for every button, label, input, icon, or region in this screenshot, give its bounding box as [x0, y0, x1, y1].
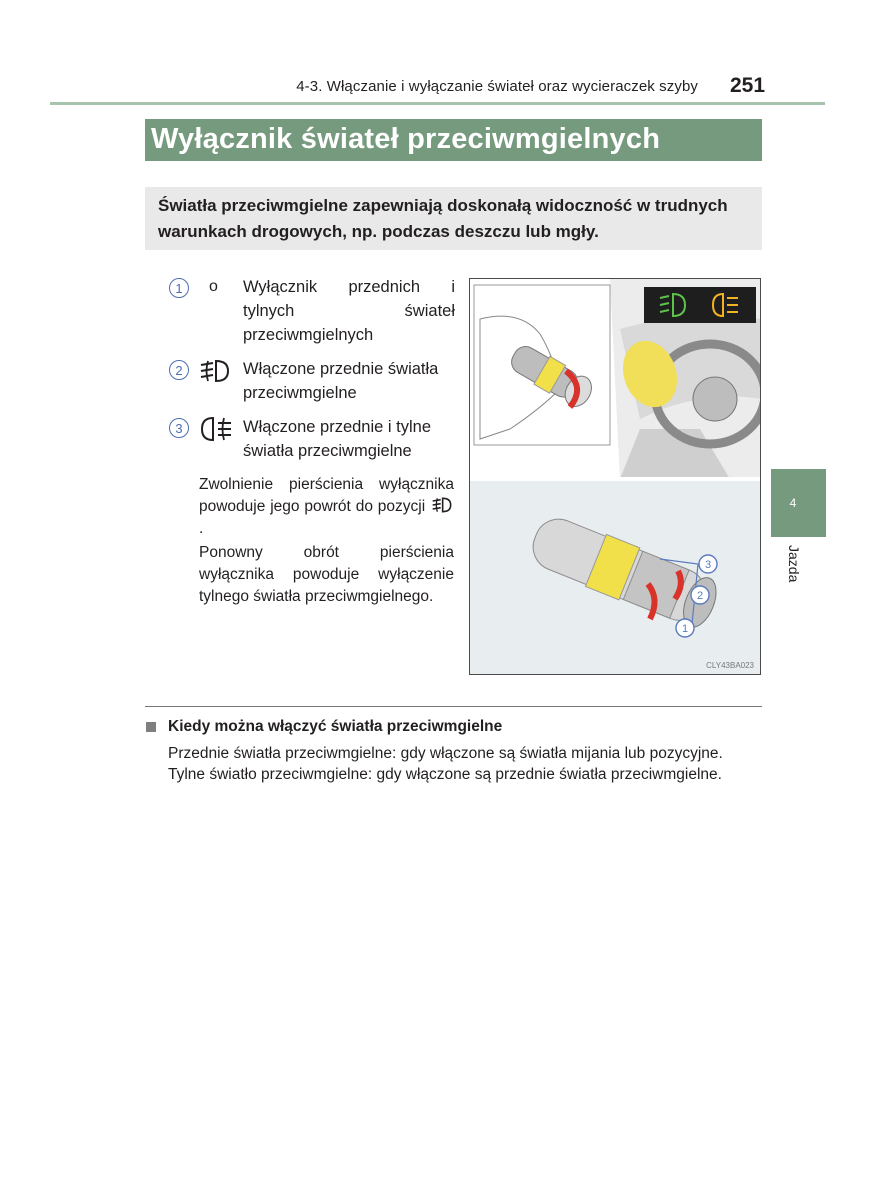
intro-text: Światła przeciwmgielne zapewniają doskonałą widoczność w trudnych warunkach drogowych, np. podczas deszczu lub mgły.	[158, 196, 728, 241]
illustration-drawing	[470, 279, 761, 675]
page-number: 251	[730, 74, 766, 97]
title-bar	[145, 119, 762, 161]
number-badge: 2	[169, 360, 189, 380]
section-line-2: Tylne światło przeciwmgielne: gdy włączone są przednie światła przeciwmgielne.	[168, 766, 722, 783]
item-text: Włączone przednie światła przeciwmgielne	[243, 360, 439, 402]
callout-3: 3	[704, 559, 712, 571]
chapter-label: Jazda	[786, 545, 802, 583]
page-title: Wyłącznik świateł przeciwmgielnych	[151, 123, 661, 155]
note-release	[199, 474, 454, 540]
header-rule	[50, 102, 825, 105]
number-badge: 1	[169, 278, 189, 298]
figure-code: CLY43BA023	[706, 661, 754, 670]
section-rule	[145, 706, 762, 707]
section-line-1: Przednie światła przeciwmgielne: gdy włączone są światła mijania lub pozycyjne.	[168, 745, 723, 762]
intro-box	[145, 187, 762, 250]
item-label: Wyłącznik przednich i tylnych świateł przeciwmgielnych	[243, 278, 455, 344]
chapter-number: 4	[789, 496, 797, 510]
number-badge: 3	[169, 418, 189, 438]
item-text: Włączone przednie i tylne światła przeciwmgielne	[243, 418, 432, 460]
front-fog-icon	[430, 496, 454, 514]
running-header: 4-3. Włączanie i wyłączanie świateł oraz wycieraczek szyby	[296, 78, 698, 95]
chapter-tab	[771, 469, 826, 537]
section-heading: Kiedy można włączyć światła przeciwmgielne	[168, 718, 503, 735]
section-bullet	[146, 722, 156, 732]
note-release-end: .	[199, 520, 204, 537]
callout-1: 1	[681, 623, 689, 635]
note-rotate: Ponowny obrót pierścienia wyłącznika powoduje wyłączenie tylnego światła przeciwmgielnego.	[199, 544, 454, 605]
rear-fog-icon	[199, 415, 235, 443]
switch-illustration	[469, 278, 761, 675]
callout-2: 2	[696, 590, 704, 602]
front-fog-icon	[197, 358, 233, 384]
item-text	[243, 275, 455, 347]
note-release-text: Zwolnienie pierścienia wyłącznika powoduje jego powrót do pozycji	[199, 476, 454, 515]
off-symbol: o	[209, 278, 218, 295]
